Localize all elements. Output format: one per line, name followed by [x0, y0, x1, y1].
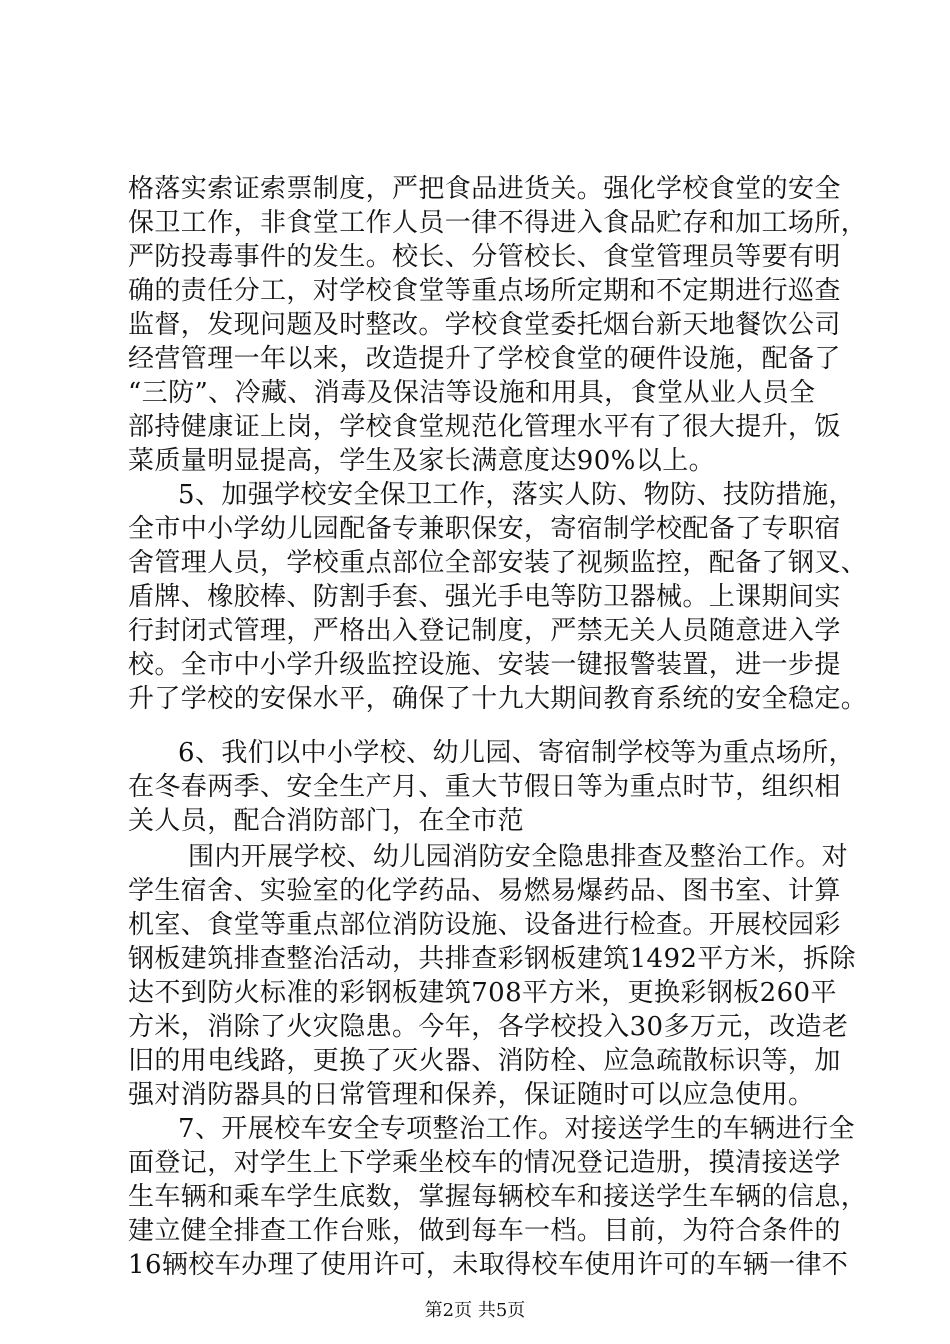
body-line: 机室、食堂等重点部位消防设施、设备进行检查。开展校园彩 [128, 910, 841, 940]
body-line: 面登记，对学生上下学乘坐校车的情况登记造册，摸清接送学 [128, 1148, 841, 1178]
body-line: 钢板建筑排查整治活动，共排查彩钢板建筑1492平方米，拆除 [128, 944, 856, 974]
body-line: 确的责任分工，对学校食堂等重点场所定期和不定期进行巡查 [128, 276, 841, 306]
body-line: 全市中小学幼儿园配备专兼职保安，寄宿制学校配备了专职宿 [128, 514, 841, 544]
paragraph-start-line: 5、加强学校安全保卫工作，落实人防、物防、技防措施， [178, 480, 855, 510]
paragraph-start-line: 6、我们以中小学校、幼儿园、寄宿制学校等为重点场所， [178, 738, 855, 768]
body-line: 校。全市中小学升级监控设施、安装一键报警装置，进一步提 [128, 650, 841, 680]
body-line: 建立健全排查工作台账，做到每车一档。目前，为符合条件的 [128, 1216, 841, 1246]
body-line: 盾牌、橡胶棒、防割手套、强光手电等防卫器械。上课期间实 [128, 582, 841, 612]
body-line: 舍管理人员，学校重点部位全部安装了视频监控，配备了钢叉、 [128, 548, 868, 578]
body-line: 升了学校的安保水平，确保了十九大期间教育系统的安全稳定。 [128, 684, 868, 714]
body-line: 生车辆和乘车学生底数，掌握每辆校车和接送学生车辆的信息， [128, 1182, 868, 1212]
body-line: 方米，消除了火灾隐患。今年，各学校投入30多万元，改造老 [128, 1012, 849, 1042]
body-line: 严防投毒事件的发生。校长、分管校长、食堂管理员等要有明 [128, 242, 841, 272]
body-line: “三防”、冷藏、消毒及保洁等设施和用具，食堂从业人员全 [128, 378, 816, 408]
body-line: 格落实索证索票制度，严把食品进货关。强化学校食堂的安全 [128, 174, 841, 204]
body-line: 在冬春两季、安全生产月、重大节假日等为重点时节，组织相 [128, 772, 841, 802]
body-line: 学生宿舍、实验室的化学药品、易燃易爆药品、图书室、计算 [128, 876, 841, 906]
body-line: 保卫工作，非食堂工作人员一律不得进入食品贮存和加工场所， [128, 208, 868, 238]
body-line: 菜质量明显提高，学生及家长满意度达90%以上。 [128, 446, 715, 476]
paragraph-start-line: 围内开展学校、幼儿园消防安全隐患排查及整治工作。对 [188, 842, 849, 872]
body-line: 关人员，配合消防部门，在全市范 [128, 806, 525, 836]
body-line: 部持健康证上岗，学校食堂规范化管理水平有了很大提升，饭 [128, 412, 841, 442]
body-line: 强对消防器具的日常管理和保养，保证随时可以应急使用。 [128, 1080, 815, 1110]
page-number-footer: 第2页 共5页 [424, 1300, 526, 1321]
paragraph-start-line: 7、开展校车安全专项整治工作。对接送学生的车辆进行全 [178, 1114, 855, 1144]
body-line: 达不到防火标准的彩钢板建筑708平方米，更换彩钢板260平 [128, 978, 837, 1008]
body-line: 旧的用电线路，更换了灭火器、消防栓、应急疏散标识等，加 [128, 1046, 841, 1076]
body-line: 行封闭式管理，严格出入登记制度，严禁无关人员随意进入学 [128, 616, 841, 646]
body-line: 经营管理一年以来，改造提升了学校食堂的硬件设施，配备了 [128, 344, 841, 374]
body-line: 监督，发现问题及时整改。学校食堂委托烟台新天地餐饮公司 [128, 310, 841, 340]
body-line: 16辆校车办理了使用许可，未取得校车使用许可的车辆一律不 [128, 1250, 849, 1280]
